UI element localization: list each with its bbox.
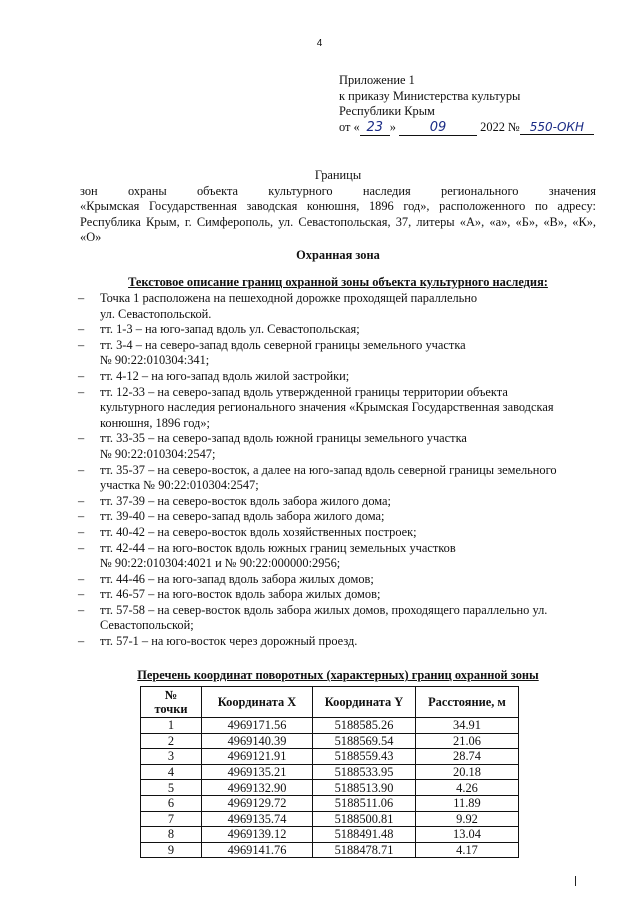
dash-marker: –: [78, 602, 85, 617]
margin-mark: [575, 876, 576, 886]
list-item-line: тт. 57-58 – на север-восток вдоль забора жилых домов, проходящего параллельно ул.: [100, 602, 548, 617]
table-cell: 4969132.90: [202, 780, 313, 796]
dash-marker: –: [78, 571, 85, 586]
list-item-line: тт. 4-12 – на юго-запад вдоль жилой застройки;: [100, 368, 350, 383]
list-item-line: конюшня, 1896 год»;: [100, 415, 210, 430]
table-cell: 5188585.26: [313, 718, 416, 734]
table-cell: 3: [141, 749, 202, 765]
appendix-line: Республики Крым: [339, 104, 435, 119]
dash-marker: –: [78, 493, 85, 508]
table-cell: 5188500.81: [313, 811, 416, 827]
table-cell: 11.89: [416, 795, 519, 811]
table-row: [141, 842, 519, 858]
handwritten-order-number: 550-ОКН: [520, 120, 594, 135]
table-cell: 5188491.48: [313, 827, 416, 843]
dash-marker: –: [78, 509, 85, 524]
list-item: [78, 338, 608, 369]
list-item: [78, 572, 608, 588]
col-header-point: № точки: [141, 687, 202, 718]
list-item: [78, 322, 608, 338]
coordinates-table: [140, 686, 519, 858]
list-item-line: культурного наследия регионального значения «Крымская Государственная заводская: [100, 400, 554, 415]
order-date-line: от « 23 » 09 2022 № 550-ОКН: [339, 120, 619, 136]
list-item: [78, 385, 608, 432]
table-cell: 1: [141, 718, 202, 734]
list-item-line: тт. 57-1 – на юго-восток через дорожный проезд.: [100, 634, 358, 649]
list-item-line: ул. Севастопольской.: [100, 306, 212, 321]
list-item-line: Севастопольской;: [100, 618, 194, 633]
table-row: [141, 780, 519, 796]
list-item-line: тт. 37-39 – на северо-восток вдоль забора жилого дома;: [100, 493, 391, 508]
table-cell: 4.26: [416, 780, 519, 796]
list-item-line: тт. 1-3 – на юго-запад вдоль ул. Севастопольская;: [100, 322, 360, 337]
dash-marker: –: [78, 634, 85, 649]
list-item-line: тт. 42-44 – на юго-восток вдоль южных границ земельных участков: [100, 540, 456, 555]
table-cell: 9: [141, 842, 202, 858]
appendix-block: [339, 73, 619, 136]
dash-marker: –: [78, 291, 85, 305]
handwritten-month: 09: [399, 121, 477, 136]
table-cell: 13.04: [416, 827, 519, 843]
table-cell: 4969129.72: [202, 795, 313, 811]
list-item: [78, 525, 608, 541]
table-cell: 8: [141, 827, 202, 843]
title-line: «Крымская Государственная заводская конюшня, 1896 год», расположенного по адресу:: [80, 199, 596, 214]
table-cell: 4969171.56: [202, 718, 313, 734]
table-cell: 21.06: [416, 733, 519, 749]
list-item-line: участка № 90:22:010304:2547;: [100, 478, 259, 493]
table-cell: 2: [141, 733, 202, 749]
table-cell: 4969135.74: [202, 811, 313, 827]
page-number: 4: [316, 38, 323, 49]
list-item-line: тт. 12-33 – на северо-запад вдоль утвержденной границы территории объекта: [100, 384, 508, 399]
table-header-row: [141, 687, 519, 718]
list-item-line: № 90:22:010304:341;: [100, 353, 210, 368]
table-row: [141, 811, 519, 827]
col-header-distance: Расстояние, м: [416, 687, 519, 718]
table-cell: 4969140.39: [202, 733, 313, 749]
list-item: [78, 634, 608, 650]
dash-marker: –: [78, 587, 85, 602]
list-item: [78, 431, 608, 462]
list-item-line: Точка 1 расположена на пешеходной дорожке проходящей параллельно: [100, 291, 478, 305]
table-cell: 7: [141, 811, 202, 827]
col-header-x: Координата X: [202, 687, 313, 718]
table-cell: 20.18: [416, 764, 519, 780]
list-item: [78, 603, 608, 634]
list-item: [78, 509, 608, 525]
list-item: [78, 463, 608, 494]
table-row: [141, 827, 519, 843]
title-line: Республика Крым, г. Симферополь, ул. Севастопольская, 37, литеры «А», «а», «Б», «В», «К»,: [80, 214, 596, 229]
table-cell: 5: [141, 780, 202, 796]
dash-marker: –: [78, 384, 85, 399]
list-item-line: № 90:22:010304:2547;: [100, 446, 216, 461]
dash-marker: –: [78, 540, 85, 555]
dash-marker: –: [78, 462, 85, 477]
dash-marker: –: [78, 431, 85, 446]
zone-title: Охранная зона: [296, 248, 380, 262]
list-item-line: № 90:22:010304:4021 и № 90:22:000000:2956;: [100, 556, 341, 571]
table-cell: 28.74: [416, 749, 519, 765]
boundary-list: [78, 291, 608, 650]
handwritten-day: 23: [360, 121, 390, 136]
table-row: [141, 795, 519, 811]
title-line: «О»: [80, 230, 102, 245]
list-item-line: тт. 44-46 – на юго-запад вдоль забора жилых домов;: [100, 571, 374, 586]
table-cell: 4969141.76: [202, 842, 313, 858]
table-cell: 6: [141, 795, 202, 811]
list-item: [78, 494, 608, 510]
appendix-line: Приложение 1: [339, 73, 415, 87]
table-cell: 34.91: [416, 718, 519, 734]
list-item: [78, 541, 608, 572]
table-cell: 5188478.71: [313, 842, 416, 858]
table-cell: 9.92: [416, 811, 519, 827]
table-cell: 4.17: [416, 842, 519, 858]
table-cell: 4969135.21: [202, 764, 313, 780]
table-cell: 5188511.06: [313, 795, 416, 811]
title-heading: Границы: [314, 168, 362, 182]
list-item: [78, 291, 608, 322]
list-item-line: тт. 35-37 – на северо-восток, а далее на юго-запад вдоль северной границы земельного: [100, 462, 557, 477]
title-line: зон охраны объекта культурного наследия регионального значения: [80, 183, 596, 198]
dash-marker: –: [78, 524, 85, 539]
dash-marker: –: [78, 337, 85, 352]
table-cell: 5188513.90: [313, 780, 416, 796]
dash-marker: –: [78, 322, 85, 337]
document-title: [80, 168, 596, 246]
table-cell: 4969121.91: [202, 749, 313, 765]
list-item: [78, 587, 608, 603]
table-cell: 5188533.95: [313, 764, 416, 780]
list-item-line: тт. 40-42 – на северо-восток вдоль хозяйственных построек;: [100, 524, 417, 539]
table-row: [141, 764, 519, 780]
table-cell: 5188569.54: [313, 733, 416, 749]
list-item-line: тт. 3-4 – на северо-запад вдоль северной границы земельного участка: [100, 337, 466, 352]
appendix-line: к приказу Министерства культуры: [339, 88, 521, 103]
list-item-line: тт. 33-35 – на северо-запад вдоль южной границы земельного участка: [100, 431, 467, 446]
table-cell: 5188559.43: [313, 749, 416, 765]
list-item-line: тт. 46-57 – на юго-восток вдоль забора жилых домов;: [100, 587, 381, 602]
table-row: [141, 749, 519, 765]
col-header-y: Координата Y: [313, 687, 416, 718]
dash-marker: –: [78, 368, 85, 383]
list-item: [78, 369, 608, 385]
list-item-line: тт. 39-40 – на северо-запад вдоль забора жилого дома;: [100, 509, 385, 524]
table-cell: 4969139.12: [202, 827, 313, 843]
table-row: [141, 733, 519, 749]
coordinates-heading: Перечень координат поворотных (характерных) границ охранной зоны: [137, 668, 539, 682]
table-cell: 4: [141, 764, 202, 780]
table-row: [141, 718, 519, 734]
description-heading: Текстовое описание границ охранной зоны объекта культурного наследия:: [128, 275, 548, 289]
